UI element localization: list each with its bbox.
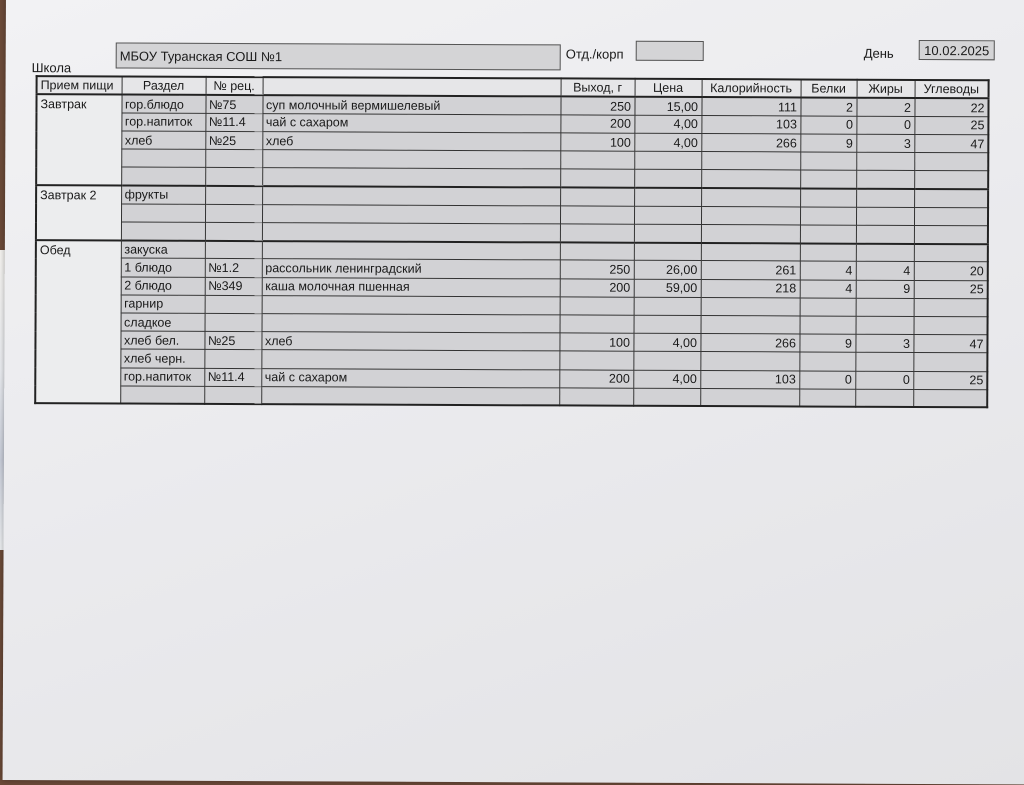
table-cell — [559, 351, 633, 370]
table-cell: №1.2 — [205, 259, 262, 277]
table-cell: №11.4 — [204, 368, 261, 386]
table-cell: закуска — [121, 240, 205, 259]
table-cell: 103 — [700, 370, 799, 389]
table-cell — [634, 315, 701, 333]
table-cell — [856, 207, 914, 225]
table-cell — [634, 242, 701, 260]
meal-name: Обед — [35, 240, 121, 404]
table-cell: фрукты — [121, 186, 205, 205]
table-cell: №11.4 — [205, 113, 262, 131]
table-cell — [914, 171, 988, 190]
table-cell — [634, 188, 701, 206]
table-cell — [856, 189, 914, 207]
dept-label: Отд./корп — [565, 46, 624, 62]
column-header: Белки — [801, 79, 857, 97]
table-cell: 4 — [856, 262, 914, 280]
table-cell: гор.напиток — [121, 113, 205, 132]
table-cell — [914, 207, 988, 226]
table-cell — [701, 315, 800, 334]
table-cell — [262, 223, 560, 242]
table-cell — [799, 352, 855, 370]
table-cell — [701, 170, 800, 189]
table-cell — [120, 386, 204, 405]
table-cell — [856, 152, 914, 170]
table-cell: 0 — [855, 371, 913, 389]
table-cell — [205, 168, 262, 186]
table-cell — [800, 152, 856, 170]
table-cell — [700, 352, 799, 371]
table-cell — [701, 188, 800, 207]
table-cell — [121, 167, 205, 186]
table-cell: 266 — [701, 134, 800, 153]
table-cell — [121, 204, 205, 223]
meal-name: Завтрак — [36, 94, 121, 185]
table-cell — [701, 225, 800, 244]
table-cell — [856, 316, 914, 334]
table-cell: рассольник ленинградский — [262, 259, 560, 278]
table-cell — [262, 295, 560, 314]
table-cell — [914, 225, 988, 244]
table-cell — [205, 204, 262, 222]
table-cell — [262, 150, 560, 169]
table-cell — [856, 243, 914, 261]
table-cell — [913, 353, 987, 372]
table-cell: 111 — [701, 97, 800, 116]
table-cell: 266 — [700, 334, 799, 353]
table-cell — [913, 389, 987, 408]
menu-table — [34, 75, 989, 409]
table-cell — [205, 150, 262, 168]
table-cell: 3 — [856, 134, 914, 152]
table-cell: хлеб — [262, 132, 560, 151]
column-header: Выход, г — [561, 78, 635, 97]
column-header: Жиры — [857, 80, 915, 98]
table-cell: 261 — [701, 261, 800, 280]
table-cell: 25 — [914, 280, 988, 299]
table-cell: 47 — [914, 135, 988, 154]
table-cell — [856, 298, 914, 316]
table-cell — [560, 297, 634, 316]
column-header — [263, 77, 561, 96]
day-field: 10.02.2025 — [919, 40, 995, 60]
school-label: Школа — [31, 60, 72, 76]
table-cell — [800, 170, 856, 188]
table-cell — [700, 388, 799, 407]
table-cell — [205, 222, 262, 240]
table-cell — [121, 222, 205, 241]
table-cell — [914, 244, 988, 263]
table-cell — [800, 225, 856, 243]
table-cell — [262, 186, 560, 205]
table-cell — [855, 353, 913, 371]
table-cell — [914, 153, 988, 172]
table-cell: 2 блюдо — [121, 277, 205, 296]
table-cell: 200 — [559, 369, 633, 388]
table-cell: 218 — [701, 279, 800, 298]
table-cell — [701, 206, 800, 225]
table-cell — [262, 168, 560, 187]
table-cell — [634, 151, 701, 169]
school-field: МБОУ Туранская СОШ №1 — [116, 42, 561, 70]
table-cell: 4,00 — [633, 333, 700, 351]
table-cell: хлеб черн. — [120, 349, 204, 368]
table-cell — [205, 241, 262, 259]
table-cell — [262, 241, 560, 260]
table-cell — [121, 149, 205, 168]
dept-field — [636, 41, 704, 61]
table-cell — [560, 242, 634, 261]
table-cell: чай с сахаром — [261, 368, 559, 387]
table-cell: 20 — [914, 262, 988, 281]
table-cell: 1 блюдо — [121, 258, 205, 277]
table-cell: 2 — [800, 98, 856, 116]
table-cell: 3 — [855, 334, 913, 352]
table-cell — [204, 386, 261, 404]
table-cell — [914, 316, 988, 335]
table-cell — [205, 313, 262, 331]
table-cell — [855, 389, 913, 407]
table-cell: 9 — [800, 134, 856, 152]
table-cell: чай с сахаром — [262, 113, 560, 132]
table-cell: 22 — [914, 98, 988, 117]
table-cell: 26,00 — [634, 261, 701, 279]
table-cell — [560, 206, 634, 225]
meal-name: Завтрак 2 — [36, 185, 121, 240]
table-cell — [205, 186, 262, 204]
table-cell — [701, 152, 800, 171]
table-cell: 0 — [856, 116, 914, 134]
table-cell: 4,00 — [634, 115, 701, 133]
table-cell — [800, 189, 856, 207]
table-cell: 0 — [800, 116, 856, 134]
table-cell: 103 — [701, 115, 800, 134]
table-cell: гор.блюдо — [121, 95, 205, 114]
table-cell — [261, 350, 559, 369]
column-header: Прием пищи — [37, 76, 122, 95]
table-cell — [560, 315, 634, 334]
column-header: № рец. — [206, 77, 263, 95]
table-cell: №75 — [205, 95, 262, 113]
table-cell: 15,00 — [634, 97, 701, 115]
table-cell: 4 — [800, 280, 856, 298]
table-cell — [560, 188, 634, 207]
table-cell — [633, 352, 700, 370]
table-cell: хлеб — [261, 332, 559, 351]
table-cell: 100 — [559, 333, 633, 352]
table-cell: 9 — [799, 334, 855, 352]
table-cell — [205, 295, 262, 313]
table-cell: №25 — [204, 331, 261, 349]
table-cell: 250 — [560, 97, 634, 116]
table-cell: 4 — [800, 261, 856, 279]
table-cell: №349 — [205, 277, 262, 295]
column-header: Углеводы — [915, 80, 989, 99]
table-cell: гор.напиток — [120, 368, 204, 387]
table-cell — [799, 389, 855, 407]
table-cell: сладкое — [121, 313, 205, 332]
table-cell — [856, 171, 914, 189]
table-cell: суп молочный вермишелевый — [262, 95, 560, 114]
table-cell — [262, 314, 560, 333]
table-cell — [914, 298, 988, 317]
column-header: Цена — [635, 79, 702, 97]
table-cell: 4,00 — [633, 370, 700, 388]
table-cell — [261, 386, 559, 405]
column-header: Раздел — [122, 77, 206, 96]
table-cell — [560, 169, 634, 188]
table-cell: 9 — [856, 280, 914, 298]
table-cell — [633, 388, 700, 406]
table-cell — [634, 170, 701, 188]
table-cell: хлеб бел. — [120, 331, 204, 350]
table-cell — [634, 224, 701, 242]
column-header: Калорийность — [702, 79, 801, 98]
table-cell — [204, 350, 261, 368]
table-cell: каша молочная пшенная — [262, 277, 560, 296]
table-cell: гарнир — [121, 295, 205, 314]
table-cell — [800, 243, 856, 261]
table-cell: 47 — [913, 335, 987, 354]
table-cell: 25 — [913, 371, 987, 390]
table-cell: 200 — [560, 115, 634, 134]
table-cell: 59,00 — [634, 279, 701, 297]
table-cell — [559, 388, 633, 407]
table-cell: хлеб — [121, 131, 205, 150]
table-cell: 25 — [914, 116, 988, 135]
table-cell: 100 — [560, 133, 634, 152]
table-cell: 2 — [856, 98, 914, 116]
table-cell: 250 — [560, 260, 634, 279]
table-cell — [634, 206, 701, 224]
table-cell — [701, 243, 800, 262]
table-cell — [560, 224, 634, 243]
table-cell — [856, 225, 914, 243]
table-row — [35, 385, 987, 407]
table-cell — [800, 207, 856, 225]
table-cell: 0 — [799, 370, 855, 388]
table-cell — [800, 298, 856, 316]
day-label: День — [863, 45, 894, 61]
table-cell — [914, 189, 988, 208]
table-cell — [634, 297, 701, 315]
table-body — [35, 94, 988, 407]
table-cell — [701, 297, 800, 316]
table-cell: №25 — [205, 131, 262, 149]
table-cell: 200 — [560, 278, 634, 297]
table-cell — [262, 204, 560, 223]
table-cell — [800, 316, 856, 334]
table-cell — [560, 151, 634, 170]
menu-sheet — [3, 0, 1024, 784]
table-cell: 4,00 — [634, 133, 701, 151]
